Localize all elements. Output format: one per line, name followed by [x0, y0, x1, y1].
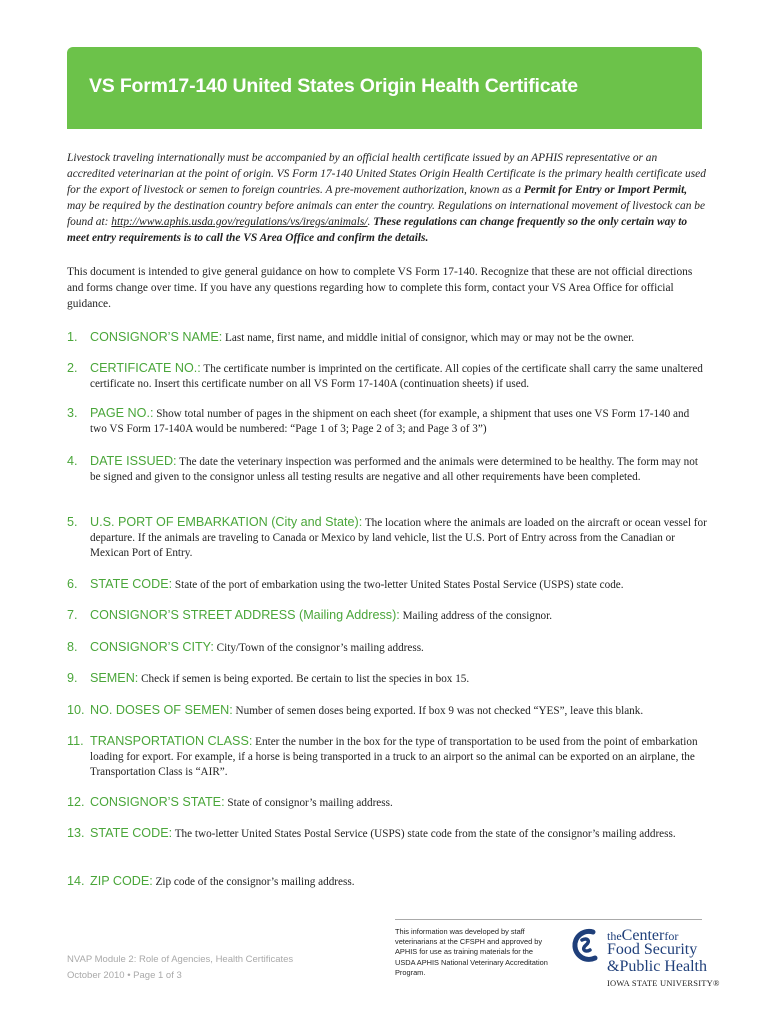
- logo-line2: Food Security: [607, 941, 698, 958]
- item-text: The two-letter United States Postal Service (USPS) state code from the state of the consignor’s mailing address.: [172, 828, 676, 840]
- list-item: [67, 330, 707, 346]
- item-label: CONSIGNOR’S NAME:: [90, 330, 223, 344]
- intro-text: Livestock traveling internationally must be accompanied by an official health certificate issued by an APHIS representative or an accredited veterinarian at the point of origin. VS Form 17-140 United States Origin Health Certificate is the primary health certificate used for the export of livestock or semen to foreign countries. A pre-movement authorization, known as a: [67, 152, 706, 196]
- item-number: 10.: [67, 703, 85, 717]
- item-number: 6.: [67, 577, 78, 591]
- item-label: CERTIFICATE NO.:: [90, 361, 201, 375]
- list-item: [67, 795, 707, 811]
- item-number: 4.: [67, 454, 78, 468]
- list-item: [67, 874, 707, 890]
- list-item: [67, 703, 707, 719]
- item-label: DATE ISSUED:: [90, 454, 177, 468]
- item-number: 3.: [67, 406, 78, 420]
- item-label: ZIP CODE:: [90, 874, 153, 888]
- item-text: The date the veterinary inspection was performed and the animals were determined to be healthy. The form may not be signed and given to the consignor unless all testing results are negative and all other requirements have been completed.: [90, 456, 698, 484]
- item-text: City/Town of the consignor’s mailing address.: [213, 642, 424, 654]
- item-text: Zip code of the consignor’s mailing address.: [152, 876, 355, 888]
- logo-line1: theCenterfor: [607, 927, 679, 944]
- item-text: Show total number of pages in the shipment on each sheet (for example, a shipment that uses one VS Form 17-140 and two VS Form 17-140A would be numbered: “Page 1 of 3; Page 2 of 3; and Page 3 of 3”): [90, 408, 690, 436]
- item-text: State of consignor’s mailing address.: [224, 797, 393, 809]
- item-label: SEMEN:: [90, 671, 139, 685]
- regulations-link[interactable]: http://www.aphis.usda.gov/regulations/vs/iregs/animals/: [111, 215, 368, 228]
- footer-note: This information was developed by staff veterinarians at the CFSPH and approved by APHIS for use as training materials for the USDA APHIS National Veterinary Accreditation Program.: [395, 927, 548, 977]
- list-item: [67, 640, 707, 656]
- list-item: [67, 671, 707, 687]
- item-number: 12.: [67, 795, 85, 809]
- link-suffix: .: [367, 215, 371, 228]
- item-label: U.S. PORT OF EMBARKATION (City and State):: [90, 515, 363, 529]
- item-text: Last name, first name, and middle initial of consignor, which may or may not be the owner.: [222, 332, 635, 344]
- date-page: October 2010 • Page 1 of 3: [67, 970, 182, 981]
- item-label: TRANSPORTATION CLASS:: [90, 734, 253, 748]
- item-label: STATE CODE:: [90, 826, 173, 840]
- item-label: CONSIGNOR’S CITY:: [90, 640, 214, 654]
- permit-term: Permit for Entry or Import Permit,: [523, 183, 688, 196]
- intro-text-2: may be required by the destination country before animals can enter the country. Regulations on international movement of livestock can be found at:: [67, 199, 706, 228]
- intro-paragraph: [67, 151, 707, 246]
- item-label: CONSIGNOR’S STATE:: [90, 795, 225, 809]
- item-number: 9.: [67, 671, 78, 685]
- list-item: [67, 826, 707, 842]
- item-text: Check if semen is being exported. Be certain to list the species in box 15.: [138, 673, 470, 685]
- item-number: 13.: [67, 826, 85, 840]
- item-label: STATE CODE:: [90, 577, 173, 591]
- item-label: PAGE NO.:: [90, 406, 154, 420]
- page-title: VS Form17-140 United States Origin Health Certificate: [89, 75, 578, 97]
- list-item: [67, 577, 707, 593]
- item-label: NO. DOSES OF SEMEN:: [90, 703, 233, 717]
- item-number: 14.: [67, 874, 85, 888]
- item-text: Enter the number in the box for the type of transportation to be used from the point of embarkation loading for export. For example, if a horse is being transported in a truck to an airport so the animal can be exported on an airplane, the Transportation Class is “AIR”.: [90, 736, 698, 779]
- warning-text: These regulations can change frequently so the only certain way to meet entry requirements is to call the VS Area Office and confirm the details.: [67, 215, 688, 244]
- list-item: [67, 406, 707, 437]
- cfsph-logo-icon: [569, 928, 603, 964]
- list-item: [67, 608, 707, 624]
- item-number: 8.: [67, 640, 78, 654]
- item-number: 2.: [67, 361, 78, 375]
- list-item: [67, 515, 707, 562]
- university-name: IOWA STATE UNIVERSITY®: [607, 978, 720, 988]
- item-number: 5.: [67, 515, 78, 529]
- item-text: The location where the animals are loaded on the aircraft or ocean vessel for departure. If the animals are traveling to Canada or Mexico by land vehicle, list the U.S. Port of Entry across from the Canadian or Mexican Port of Entry.: [90, 517, 707, 560]
- item-text: Number of semen doses being exported. If box 9 was not checked “YES”, leave this blank.: [232, 705, 644, 717]
- item-number: 7.: [67, 608, 78, 622]
- item-number: 11.: [67, 734, 84, 748]
- guidance-paragraph: This document is intended to give general guidance on how to complete VS Form 17-140. Recognize that these are not official directions and forms change over time. If you have any questions regarding how to complete this form, contact your VS Area Office for official guidance.: [67, 266, 693, 310]
- list-item: [67, 454, 707, 485]
- footer-divider: [395, 919, 702, 920]
- logo-line3: &Public Health: [607, 958, 707, 975]
- footer-info: [67, 952, 293, 984]
- item-text: Mailing address of the consignor.: [399, 610, 553, 622]
- item-text: The certificate number is imprinted on the certificate. All copies of the certificate shall carry the same unaltered certificate no. Insert this certificate number on all VS Form 17-140A (continuation sheets) if used.: [90, 363, 703, 391]
- item-text: State of the port of embarkation using the two-letter United States Postal Service (USPS) state code.: [172, 579, 624, 591]
- title-banner: [67, 47, 702, 129]
- list-item: [67, 734, 707, 781]
- item-label: CONSIGNOR’S STREET ADDRESS (Mailing Address):: [90, 608, 400, 622]
- list-item: [67, 361, 707, 392]
- item-number: 1.: [67, 330, 78, 344]
- module-name: NVAP Module 2: Role of Agencies, Health Certificates: [67, 954, 294, 965]
- cfsph-logo: [569, 926, 720, 988]
